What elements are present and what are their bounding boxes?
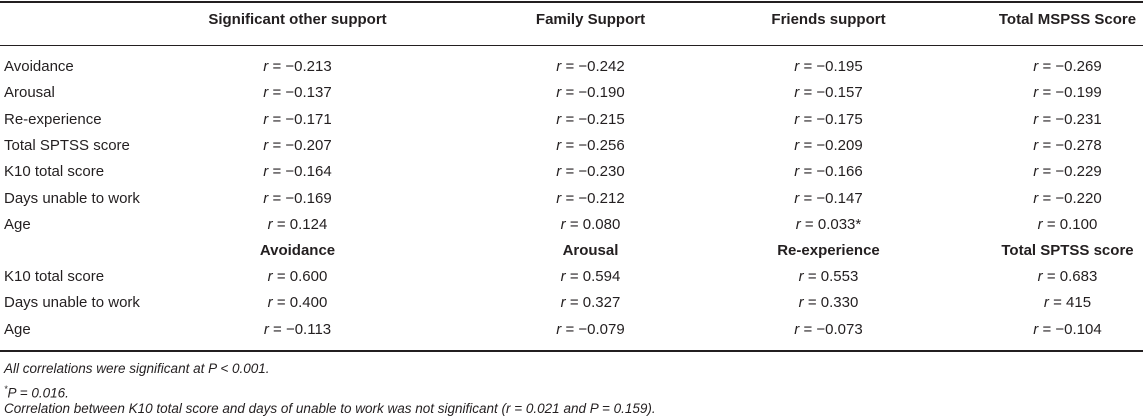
equals-sign: = xyxy=(268,320,286,338)
correlation-cell xyxy=(701,212,956,238)
column-header: Friends support xyxy=(771,11,886,28)
correlation-cell xyxy=(463,186,718,212)
correlation-cell xyxy=(701,159,956,185)
correlation-value: 0.327 xyxy=(582,294,621,312)
correlation-value: −0.269 xyxy=(1055,58,1102,75)
equals-sign: = xyxy=(1042,215,1060,233)
column-header: Total SPTSS score xyxy=(1001,242,1134,259)
note-nonsignificant: Correlation between K10 total score and days of unable to work was not significant (r = 0.021 and P = 0.159). xyxy=(4,401,656,416)
r-symbol: r xyxy=(1033,84,1039,102)
correlation-value: −0.164 xyxy=(285,163,332,181)
correlation-cell xyxy=(463,133,718,159)
correlation-value: −0.104 xyxy=(1055,320,1102,338)
equals-sign: = xyxy=(561,320,579,338)
equals-sign: = xyxy=(272,268,290,285)
header-rule xyxy=(0,45,1143,46)
correlation-cell xyxy=(463,264,718,290)
equals-sign: = xyxy=(268,58,286,75)
equals-sign: = xyxy=(561,163,579,181)
correlation-value: −0.199 xyxy=(1055,84,1102,102)
correlation-value: −0.169 xyxy=(285,189,332,207)
equals-sign: = xyxy=(565,294,583,312)
correlation-value: 0.594 xyxy=(582,268,621,285)
correlation-cell xyxy=(940,159,1143,185)
r-symbol: r xyxy=(556,58,562,75)
equals-sign: = xyxy=(565,268,583,285)
r-symbol: r xyxy=(1033,189,1039,207)
equals-sign: = xyxy=(561,84,579,102)
equals-sign: = xyxy=(1038,163,1056,181)
correlation-value: −0.166 xyxy=(816,163,863,181)
correlation-value: −0.190 xyxy=(578,84,625,102)
correlation-cell xyxy=(940,290,1143,316)
footnote-mark: * xyxy=(4,384,8,394)
equals-sign: = xyxy=(799,189,817,207)
correlation-value: 0.683 xyxy=(1059,268,1098,285)
r-symbol: r xyxy=(794,58,800,75)
correlation-value: −0.256 xyxy=(578,136,625,154)
r-symbol: r xyxy=(263,136,269,154)
correlation-cell xyxy=(701,107,956,133)
equals-sign: = xyxy=(800,215,818,233)
bottom-rule xyxy=(0,350,1143,352)
equals-sign: = xyxy=(272,215,290,233)
r-symbol: r xyxy=(556,84,562,102)
r-symbol: r xyxy=(267,215,273,233)
equals-sign: = xyxy=(272,294,290,312)
correlation-value: −0.175 xyxy=(816,110,863,128)
row-label: Age xyxy=(4,215,31,233)
correlation-value: −0.215 xyxy=(578,110,625,128)
column-header: Significant other support xyxy=(208,11,387,28)
r-symbol: r xyxy=(1033,110,1039,128)
r-symbol: r xyxy=(794,163,800,181)
correlation-value: −0.242 xyxy=(578,58,625,75)
equals-sign: = xyxy=(1038,189,1056,207)
column-header: Re-experience xyxy=(777,242,880,259)
correlation-cell xyxy=(701,133,956,159)
equals-sign: = xyxy=(268,136,286,154)
correlation-value: −0.220 xyxy=(1055,189,1102,207)
equals-sign: = xyxy=(1038,58,1056,75)
correlation-value: −0.231 xyxy=(1055,110,1102,128)
r-symbol: r xyxy=(560,215,566,233)
r-symbol: r xyxy=(1033,58,1039,75)
row-label: Days unable to work xyxy=(4,189,140,207)
equals-sign: = xyxy=(1038,136,1056,154)
equals-sign: = xyxy=(799,320,817,338)
r-symbol: r xyxy=(263,163,269,181)
table-row xyxy=(0,133,1143,159)
row-label: Avoidance xyxy=(4,58,74,75)
correlation-cell xyxy=(463,54,718,80)
r-symbol: r xyxy=(267,268,273,285)
r-symbol: r xyxy=(1033,136,1039,154)
correlation-cell xyxy=(170,133,425,159)
correlation-cell xyxy=(463,290,718,316)
equals-sign: = xyxy=(561,110,579,128)
table-row xyxy=(0,264,1143,290)
r-symbol: r xyxy=(267,294,273,312)
table-row xyxy=(0,54,1143,80)
correlation-cell xyxy=(701,290,956,316)
r-symbol: r xyxy=(560,294,566,312)
row-label: Arousal xyxy=(4,84,55,102)
equals-sign: = xyxy=(1038,84,1056,102)
correlation-cell xyxy=(940,317,1143,343)
column-header: Avoidance xyxy=(259,242,336,259)
equals-sign: = xyxy=(799,84,817,102)
r-symbol: r xyxy=(794,320,800,338)
r-symbol: r xyxy=(1033,320,1039,338)
header-row-1 xyxy=(0,7,1143,33)
correlation-value: −0.171 xyxy=(285,110,332,128)
correlation-value: 0.330 xyxy=(820,294,859,312)
row-label: K10 total score xyxy=(4,163,105,181)
r-symbol: r xyxy=(794,136,800,154)
equals-sign: = xyxy=(799,110,817,128)
r-symbol: r xyxy=(1037,268,1043,285)
correlation-value: −0.229 xyxy=(1055,163,1102,181)
equals-sign: = xyxy=(799,163,817,181)
r-symbol: r xyxy=(1043,294,1049,312)
correlation-cell xyxy=(940,54,1143,80)
correlation-cell xyxy=(463,80,718,106)
note-significance: All correlations were significant at P < 0.001. xyxy=(4,361,270,376)
correlation-value: 0.124 xyxy=(289,215,328,233)
correlation-value: −0.207 xyxy=(285,136,332,154)
correlation-value: 0.100 xyxy=(1059,215,1098,233)
header-row-2 xyxy=(0,238,1143,264)
equals-sign: = xyxy=(1038,320,1056,338)
r-symbol: r xyxy=(795,215,801,233)
row-label: K10 total score xyxy=(4,268,105,285)
correlation-value: −0.230 xyxy=(578,163,625,181)
r-symbol: r xyxy=(1037,215,1043,233)
correlation-cell xyxy=(170,212,425,238)
table-row xyxy=(0,212,1143,238)
correlation-cell xyxy=(940,264,1143,290)
correlation-value: 415 xyxy=(1066,294,1092,312)
r-symbol: r xyxy=(798,294,804,312)
correlation-cell xyxy=(940,212,1143,238)
r-symbol: r xyxy=(263,320,269,338)
correlation-value: −0.213 xyxy=(285,58,332,75)
table-row xyxy=(0,107,1143,133)
r-symbol: r xyxy=(560,268,566,285)
row-label: Re-experience xyxy=(4,110,102,128)
table-row xyxy=(0,80,1143,106)
row-label: Days unable to work xyxy=(4,294,140,312)
correlation-value: −0.073 xyxy=(816,320,863,338)
column-header: Total MSPSS Score xyxy=(998,11,1137,28)
correlation-cell xyxy=(170,186,425,212)
correlation-cell xyxy=(170,317,425,343)
correlation-cell xyxy=(701,317,956,343)
correlation-cell xyxy=(170,290,425,316)
equals-sign: = xyxy=(561,189,579,207)
column-header: Family Support xyxy=(535,11,646,28)
table-row xyxy=(0,317,1143,343)
correlation-cell xyxy=(701,264,956,290)
correlation-cell xyxy=(463,159,718,185)
correlation-value: −0.079 xyxy=(578,320,625,338)
equals-sign: = xyxy=(803,268,821,285)
r-symbol: r xyxy=(556,136,562,154)
correlation-cell xyxy=(463,317,718,343)
column-header: Arousal xyxy=(562,242,619,259)
r-symbol: r xyxy=(556,110,562,128)
correlation-value: −0.137 xyxy=(285,84,332,102)
correlation-cell xyxy=(170,107,425,133)
equals-sign: = xyxy=(268,84,286,102)
correlation-cell xyxy=(940,80,1143,106)
r-symbol: r xyxy=(556,189,562,207)
correlation-cell xyxy=(940,107,1143,133)
table-row xyxy=(0,186,1143,212)
correlation-value: −0.212 xyxy=(578,189,625,207)
equals-sign: = xyxy=(268,110,286,128)
equals-sign: = xyxy=(1048,294,1067,312)
equals-sign: = xyxy=(803,294,821,312)
r-symbol: r xyxy=(263,84,269,102)
correlation-value: 0.033* xyxy=(817,215,862,233)
equals-sign: = xyxy=(1042,268,1060,285)
footnote-text: P = 0.016. xyxy=(7,385,69,401)
correlation-value: −0.113 xyxy=(285,320,332,338)
correlation-value: −0.147 xyxy=(816,189,863,207)
r-symbol: r xyxy=(794,189,800,207)
correlation-cell xyxy=(170,80,425,106)
correlation-cell xyxy=(170,159,425,185)
r-symbol: r xyxy=(263,58,269,75)
correlation-value: −0.195 xyxy=(816,58,863,75)
correlation-cell xyxy=(170,264,425,290)
correlation-value: 0.553 xyxy=(820,268,859,285)
correlation-cell xyxy=(701,54,956,80)
equals-sign: = xyxy=(565,215,583,233)
correlation-value: −0.278 xyxy=(1055,136,1102,154)
correlation-cell xyxy=(701,80,956,106)
equals-sign: = xyxy=(561,58,579,75)
row-label: Total SPTSS score xyxy=(4,136,130,154)
top-rule xyxy=(0,1,1143,3)
correlation-cell xyxy=(463,107,718,133)
correlation-cell xyxy=(940,133,1143,159)
correlation-value: 0.080 xyxy=(582,215,621,233)
r-symbol: r xyxy=(794,84,800,102)
r-symbol: r xyxy=(794,110,800,128)
correlation-value: 0.400 xyxy=(289,294,328,312)
correlation-cell xyxy=(463,212,718,238)
table-row xyxy=(0,159,1143,185)
correlation-value: −0.209 xyxy=(816,136,863,154)
equals-sign: = xyxy=(268,163,286,181)
r-symbol: r xyxy=(263,110,269,128)
equals-sign: = xyxy=(268,189,286,207)
table-row xyxy=(0,290,1143,316)
correlation-value: −0.157 xyxy=(816,84,863,102)
r-symbol: r xyxy=(263,189,269,207)
r-symbol: r xyxy=(798,268,804,285)
correlation-cell xyxy=(940,186,1143,212)
equals-sign: = xyxy=(799,136,817,154)
r-symbol: r xyxy=(556,320,562,338)
r-symbol: r xyxy=(1033,163,1039,181)
equals-sign: = xyxy=(561,136,579,154)
equals-sign: = xyxy=(1038,110,1056,128)
r-symbol: r xyxy=(556,163,562,181)
correlation-value: 0.600 xyxy=(289,268,328,285)
correlation-cell xyxy=(170,54,425,80)
correlation-cell xyxy=(701,186,956,212)
equals-sign: = xyxy=(799,58,817,75)
row-label: Age xyxy=(4,320,31,338)
